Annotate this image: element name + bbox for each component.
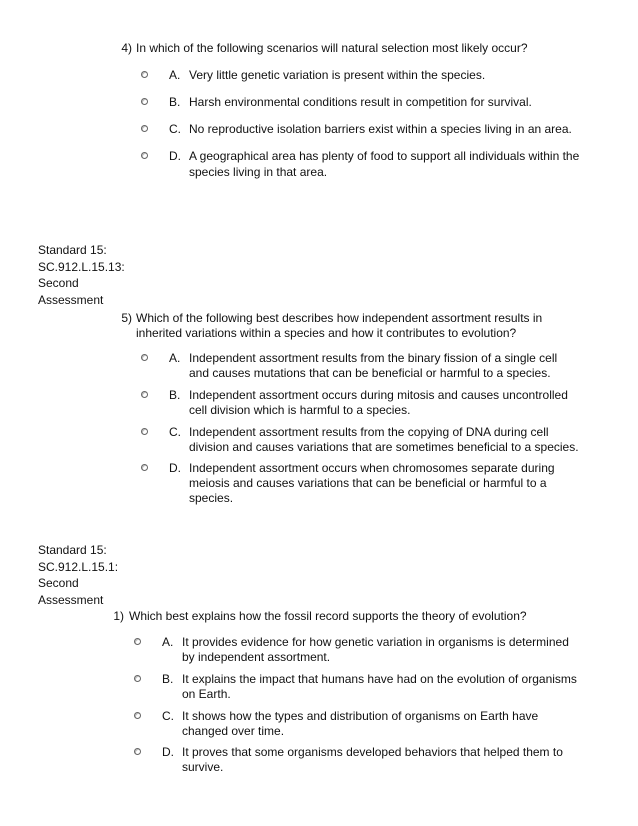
question-text-line: Which of the following best describes how independent assortment results in bbox=[136, 311, 543, 325]
option-letter: A. bbox=[169, 351, 181, 365]
question-text-line: In which of the following scenarios will natural selection most likely occur? bbox=[136, 41, 528, 55]
standard-line: Assessment bbox=[38, 592, 104, 607]
option-letter: A. bbox=[169, 68, 181, 82]
question-number: 4) bbox=[121, 41, 132, 55]
radio-option-a[interactable] bbox=[134, 638, 141, 645]
option-text-line: on Earth. bbox=[182, 687, 231, 701]
radio-option-a[interactable] bbox=[141, 71, 148, 78]
radio-option-c[interactable] bbox=[141, 428, 148, 435]
option-text-line: It shows how the types and distribution of organisms on Earth have bbox=[182, 709, 539, 723]
option-text-line: Very little genetic variation is present within the species. bbox=[189, 68, 486, 82]
radio-option-a[interactable] bbox=[141, 354, 148, 361]
option-text-line: changed over time. bbox=[182, 724, 285, 738]
radio-option-b[interactable] bbox=[141, 98, 148, 105]
option-text-line: cell division which is harmful to a species. bbox=[189, 403, 411, 417]
option-text-line: survive. bbox=[182, 760, 224, 774]
standard-line: Standard 15: bbox=[38, 543, 107, 557]
option-text-line: by independent assortment. bbox=[182, 650, 331, 664]
question-number: 5) bbox=[121, 311, 132, 325]
option-text-line: No reproductive isolation barriers exist within a species living in an area. bbox=[189, 122, 572, 136]
option-text-line: Independent assortment results from the copying of DNA during cell bbox=[189, 425, 549, 439]
option-text-line: It explains the impact that humans have had on the evolution of organisms bbox=[182, 672, 577, 686]
standard-line: SC.912.L.15.13: bbox=[38, 259, 125, 274]
radio-option-b[interactable] bbox=[141, 391, 148, 398]
radio-option-c[interactable] bbox=[141, 125, 148, 132]
option-letter: D. bbox=[162, 745, 174, 759]
option-text-line: Harsh environmental conditions result in competition for survival. bbox=[189, 95, 532, 109]
question-text-line: Which best explains how the fossil record supports the theory of evolution? bbox=[129, 609, 527, 623]
standard-line: Second bbox=[38, 576, 79, 590]
radio-option-d[interactable] bbox=[141, 152, 148, 159]
standard-line: Assessment bbox=[38, 292, 104, 307]
question-number: 1) bbox=[113, 609, 124, 623]
radio-option-c[interactable] bbox=[134, 712, 141, 719]
option-letter: D. bbox=[169, 149, 181, 163]
option-letter: B. bbox=[162, 672, 174, 686]
option-letter: B. bbox=[169, 95, 181, 109]
option-text-line: It provides evidence for how genetic variation in organisms is determined bbox=[182, 635, 569, 649]
option-text-line: Independent assortment occurs when chromosomes separate during bbox=[189, 461, 555, 475]
standard-label bbox=[38, 542, 138, 608]
option-text-line: division and causes variations that are sometimes beneficial to a species. bbox=[189, 440, 579, 454]
option-text-line: A geographical area has plenty of food to support all individuals within the bbox=[189, 149, 580, 163]
option-letter: C. bbox=[169, 122, 181, 136]
option-text-line: Independent assortment occurs during mitosis and causes uncontrolled bbox=[189, 388, 568, 402]
option-text-line: species. bbox=[189, 491, 234, 505]
standard-line: Standard 15: bbox=[38, 243, 107, 257]
radio-option-d[interactable] bbox=[141, 464, 148, 471]
radio-option-d[interactable] bbox=[134, 748, 141, 755]
option-letter: B. bbox=[169, 388, 181, 402]
option-text-line: It proves that some organisms developed behaviors that helped them to bbox=[182, 745, 563, 759]
option-letter: D. bbox=[169, 461, 181, 475]
radio-option-b[interactable] bbox=[134, 675, 141, 682]
option-text-line: species living in that area. bbox=[189, 165, 328, 179]
option-letter: C. bbox=[162, 709, 174, 723]
option-letter: C. bbox=[169, 425, 181, 439]
option-text-line: meiosis and causes variations that can be beneficial or harmful to a bbox=[189, 476, 547, 490]
standard-label bbox=[38, 242, 138, 308]
standard-line: SC.912.L.15.1: bbox=[38, 559, 119, 574]
standard-line: Second bbox=[38, 276, 79, 290]
question-text-line: inherited variations within a species and how it contributes to evolution? bbox=[136, 326, 517, 340]
option-letter: A. bbox=[162, 635, 174, 649]
option-text-line: Independent assortment results from the binary fission of a single cell bbox=[189, 351, 558, 365]
option-text-line: and causes mutations that can be beneficial or harmful to a species. bbox=[189, 366, 551, 380]
